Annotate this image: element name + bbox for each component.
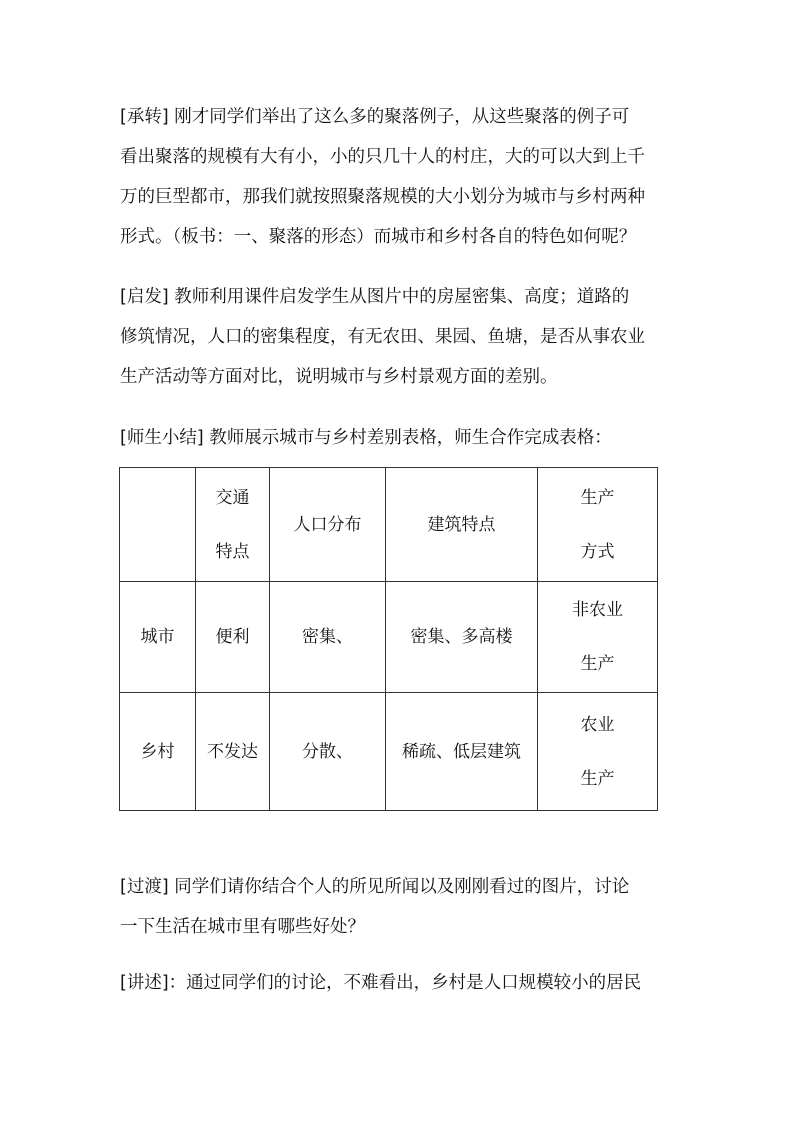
table-row (120, 582, 658, 693)
table-header-cell: 交通 特点 (196, 468, 270, 582)
text-line: 看出聚落的规模有大有小，小的只几十人的村庄，大的可以大到上千 (120, 147, 645, 167)
table-cell: 农业 生产 (538, 693, 658, 811)
paragraph-summary (120, 418, 680, 458)
paragraph-transition (120, 97, 680, 257)
table-cell: 分散、 (270, 693, 386, 811)
table-cell: 非农业 生产 (538, 582, 658, 693)
text-line: 修筑情况，人口的密集程度，有无农田、果园、鱼塘，是否从事农业 (120, 327, 645, 347)
text-line: 形式。（板书：一、聚落的形态）而城市和乡村各自的特色如何呢？ (120, 227, 637, 247)
text-line: [讲述]：通过同学们的讨论，不难看出，乡村是人口规模较小的居民 (120, 973, 642, 993)
paragraph-transition-2 (120, 867, 680, 947)
text-line: [师生小结] 教师展示城市与乡村差别表格，师生合作完成表格： (120, 428, 612, 448)
text-line: [承转] 刚才同学们举出了这么多的聚落例子，从这些聚落的例子可 (120, 107, 630, 127)
table-cell: 密集、 (270, 582, 386, 693)
paragraph-lecture (120, 963, 680, 1003)
text-line: [过渡] 同学们请你结合个人的所见所闻以及刚刚看过的图片，讨论 (120, 877, 630, 897)
text-line: [启发] 教师利用课件启发学生从图片中的房屋密集、高度；道路的 (120, 287, 630, 307)
table-header-cell (120, 468, 196, 582)
text-line: 万的巨型都市，那我们就按照聚落规模的大小划分为城市与乡村两种 (120, 187, 645, 207)
comparison-table (119, 467, 658, 811)
table-header-cell: 人口分布 (270, 468, 386, 582)
table-cell: 稀疏、低层建筑 (386, 693, 538, 811)
table-header-cell: 建筑特点 (386, 468, 538, 582)
table-cell: 乡村 (120, 693, 196, 811)
table-cell: 便利 (196, 582, 270, 693)
table-cell: 不发达 (196, 693, 270, 811)
text-line: 一下生活在城市里有哪些好处？ (120, 917, 365, 937)
table-row (120, 693, 658, 811)
text-line: 生产活动等方面对比，说明城市与乡村景观方面的差别。 (120, 367, 558, 387)
table-cell: 密集、多高楼 (386, 582, 538, 693)
paragraph-inspire (120, 277, 680, 397)
table-cell: 城市 (120, 582, 196, 693)
table-header-row (120, 468, 658, 582)
table-header-cell: 生产 方式 (538, 468, 658, 582)
